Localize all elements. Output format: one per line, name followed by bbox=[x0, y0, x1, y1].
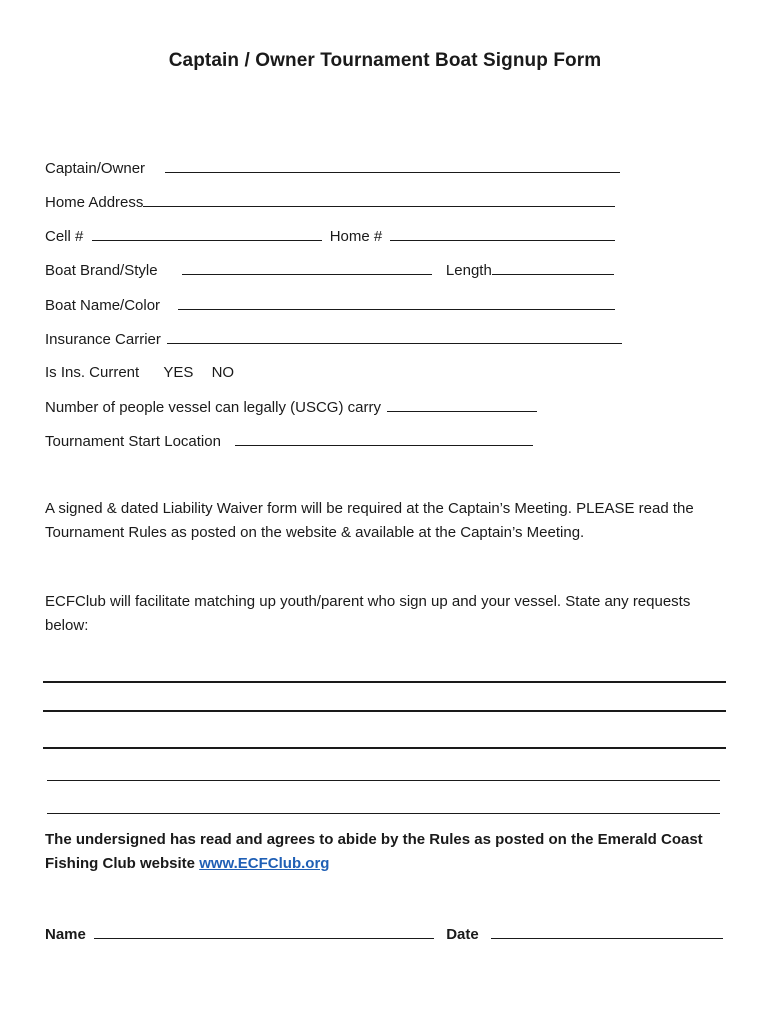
cell-field[interactable] bbox=[92, 226, 322, 241]
home-address-label: Home Address bbox=[45, 194, 144, 211]
capacity-label: Number of people vessel can legally (USCG) carry bbox=[45, 399, 381, 416]
youth-paragraph: ECFClub will facilitate matching up youth/parent who sign up and your vessel. State any requests below: bbox=[45, 593, 691, 634]
request-line-5[interactable] bbox=[47, 813, 720, 814]
captain-owner-field[interactable] bbox=[165, 158, 620, 173]
date-field[interactable] bbox=[491, 924, 723, 939]
insurance-label: Insurance Carrier bbox=[45, 331, 161, 348]
home-address-row bbox=[45, 192, 615, 212]
length-label: Length bbox=[445, 262, 492, 279]
boat-name-label: Boat Name/Color bbox=[45, 297, 161, 314]
start-location-row bbox=[45, 431, 533, 451]
insurance-field[interactable] bbox=[167, 329, 622, 344]
ins-current-row bbox=[45, 363, 234, 383]
boat-name-field[interactable] bbox=[178, 295, 615, 310]
cell-label: Cell # bbox=[45, 228, 84, 245]
page-title: Captain / Owner Tournament Boat Signup Form bbox=[168, 50, 602, 71]
boat-brand-label: Boat Brand/Style bbox=[45, 262, 158, 279]
start-location-field[interactable] bbox=[235, 431, 533, 446]
request-line-4[interactable] bbox=[47, 780, 720, 781]
home-phone-label: Home # bbox=[329, 228, 383, 245]
club-website-link[interactable]: www.ECFClub.org bbox=[199, 855, 330, 872]
name-field[interactable] bbox=[94, 924, 434, 939]
insurance-row bbox=[45, 329, 622, 349]
waiver-paragraph: A signed & dated Liability Waiver form will be required at the Captain’s Meeting. PLEASE read the Tournament Rules as posted on the website & available at the Captain’s Meeting. bbox=[45, 500, 694, 541]
name-label: Name bbox=[45, 926, 86, 943]
capacity-field[interactable] bbox=[387, 397, 537, 412]
request-line-1[interactable] bbox=[43, 681, 726, 683]
signature-row bbox=[45, 924, 723, 944]
date-label: Date bbox=[446, 926, 479, 943]
agreement-paragraph bbox=[45, 828, 735, 876]
no-option[interactable]: NO bbox=[211, 364, 235, 381]
home-phone-field[interactable] bbox=[390, 226, 615, 241]
length-field[interactable] bbox=[492, 260, 614, 275]
boat-brand-field[interactable] bbox=[182, 260, 432, 275]
phone-row bbox=[45, 226, 615, 246]
yes-option[interactable]: YES bbox=[163, 364, 194, 381]
request-line-2[interactable] bbox=[43, 710, 726, 712]
home-address-field[interactable] bbox=[143, 192, 615, 207]
start-location-label: Tournament Start Location bbox=[45, 433, 221, 450]
captain-owner-row bbox=[45, 158, 620, 178]
ins-current-label: Is Ins. Current bbox=[45, 364, 140, 381]
request-line-3[interactable] bbox=[43, 747, 726, 749]
boat-brand-row bbox=[45, 260, 614, 280]
captain-owner-label: Captain/Owner bbox=[45, 160, 146, 177]
capacity-row bbox=[45, 397, 537, 417]
boat-name-row bbox=[45, 295, 615, 315]
agreement-text: The undersigned has read and agrees to abide by the Rules as posted on the Emerald Coast Fishing Club website bbox=[45, 831, 703, 872]
